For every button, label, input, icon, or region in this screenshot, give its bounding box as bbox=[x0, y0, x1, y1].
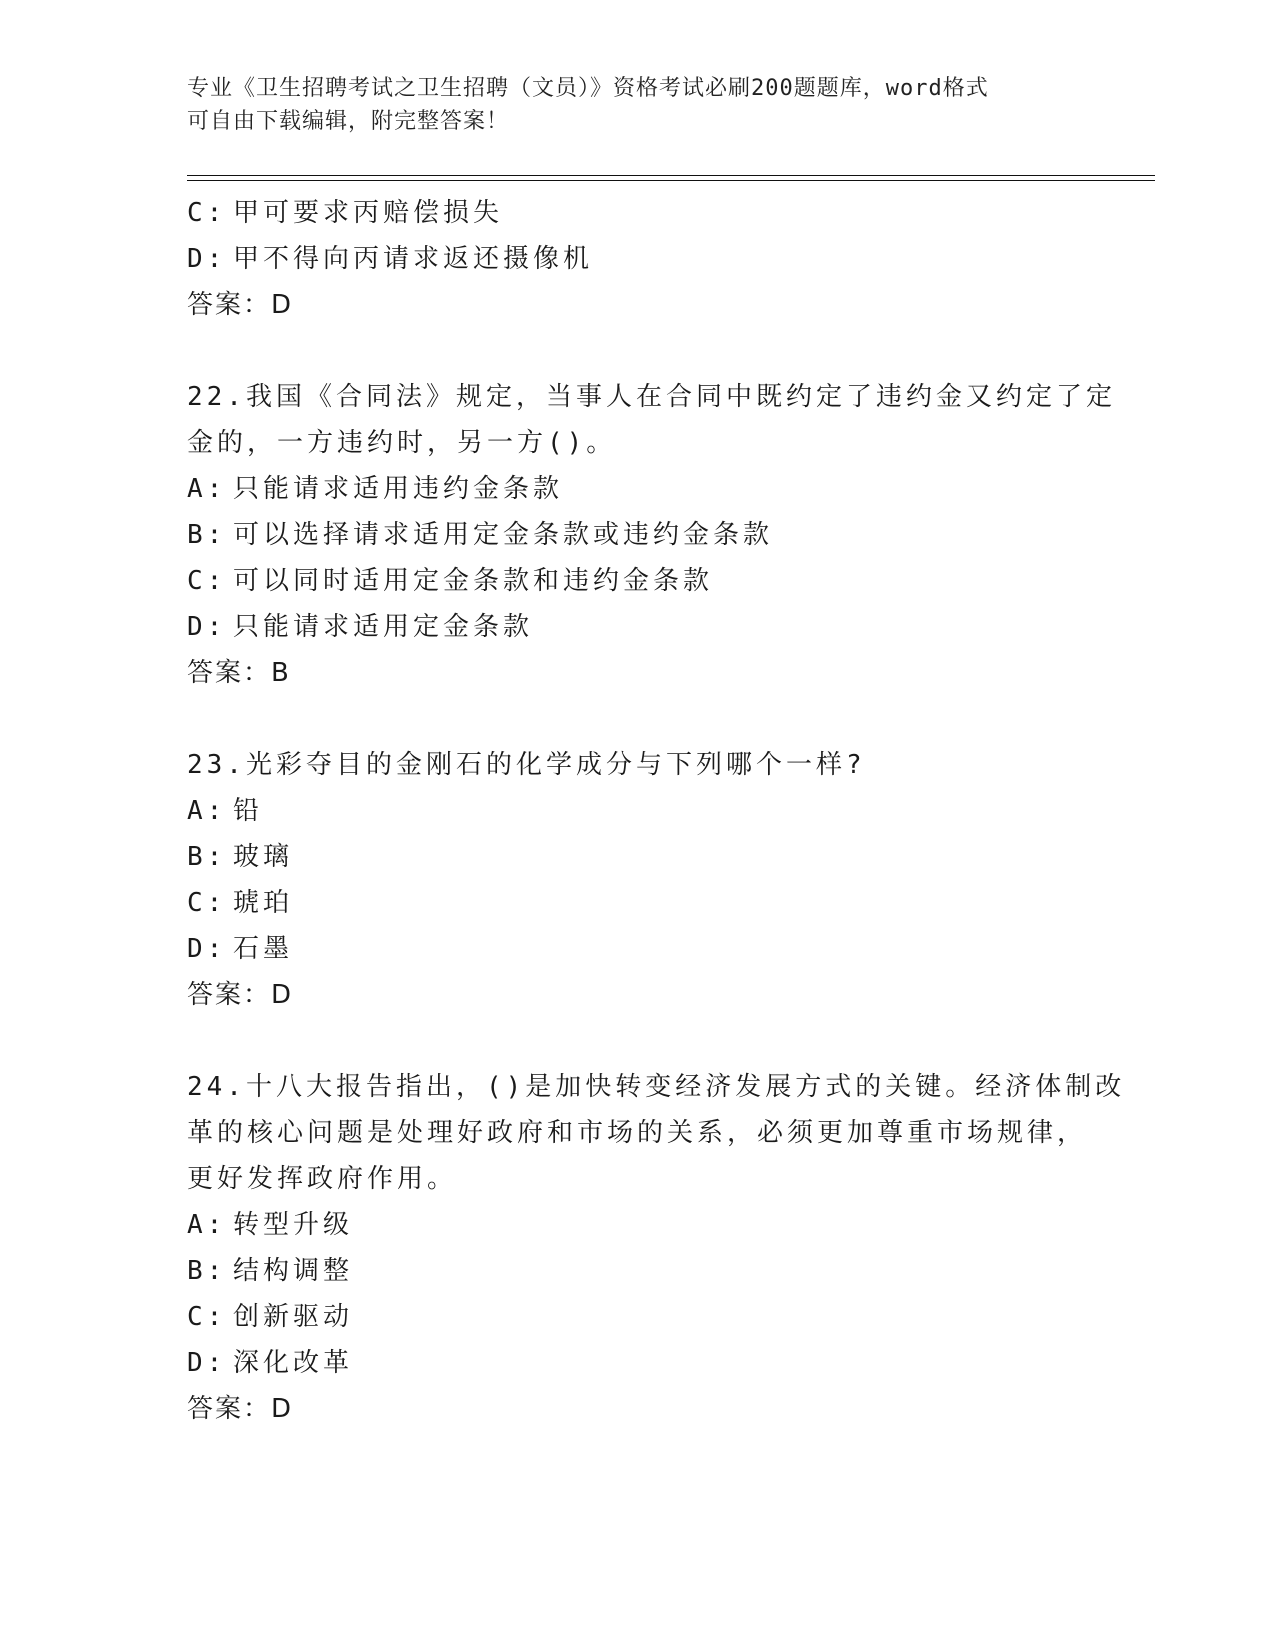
option-text: 深化改革 bbox=[233, 1348, 354, 1378]
option-key: C: bbox=[187, 1302, 227, 1332]
question-23 bbox=[187, 742, 1087, 1018]
option-text: 铅 bbox=[233, 796, 264, 826]
option-key: A: bbox=[187, 474, 227, 504]
question-stem-line: 革的核心问题是处理好政府和市场的关系，必须更加尊重市场规律， bbox=[187, 1118, 1088, 1148]
option-d bbox=[187, 1340, 1087, 1386]
option-text: 可以同时适用定金条款和违约金条款 bbox=[233, 566, 714, 596]
option-text: 甲可要求丙赔偿损失 bbox=[233, 198, 504, 228]
question-stem-line: 23.光彩夺目的金刚石的化学成分与下列哪个一样? bbox=[187, 750, 866, 780]
option-text: 只能请求适用违约金条款 bbox=[233, 474, 564, 504]
question-22 bbox=[187, 374, 1116, 696]
option-text: 创新驱动 bbox=[233, 1302, 354, 1332]
header-divider-bottom bbox=[187, 180, 1155, 181]
option-key: A: bbox=[187, 1210, 227, 1240]
option-text: 结构调整 bbox=[233, 1256, 354, 1286]
option-key: A: bbox=[187, 796, 227, 826]
header-line-2: 可自由下载编辑，附完整答案！ bbox=[187, 109, 510, 134]
question-24 bbox=[187, 1064, 1126, 1432]
answer-line: 答案：B bbox=[187, 658, 291, 688]
option-b bbox=[187, 1248, 1087, 1294]
option-key: D: bbox=[187, 1348, 227, 1378]
option-c bbox=[187, 558, 1087, 604]
option-d bbox=[187, 604, 1087, 650]
option-a bbox=[187, 1202, 1087, 1248]
option-text: 甲不得向丙请求返还摄像机 bbox=[233, 244, 594, 274]
carryover-block bbox=[187, 190, 1087, 328]
option-key: B: bbox=[187, 842, 227, 872]
document-header bbox=[187, 72, 1087, 138]
question-stem-line: 22.我国《合同法》规定，当事人在合同中既约定了违约金又约定了定 bbox=[187, 382, 1116, 412]
answer-line: 答案：D bbox=[187, 1394, 294, 1424]
option-text: 转型升级 bbox=[233, 1210, 354, 1240]
option-key: C: bbox=[187, 566, 227, 596]
option-key: D: bbox=[187, 612, 227, 642]
option-key: B: bbox=[187, 1256, 227, 1286]
option-text: 石墨 bbox=[233, 934, 294, 964]
option-b bbox=[187, 512, 1087, 558]
option-key: C: bbox=[187, 888, 227, 918]
answer-line: 答案：D bbox=[187, 980, 294, 1010]
question-stem-line: 更好发挥政府作用。 bbox=[187, 1164, 458, 1194]
option-d bbox=[187, 236, 1087, 282]
header-divider-top bbox=[187, 175, 1155, 176]
option-text: 琥珀 bbox=[233, 888, 294, 918]
option-text: 可以选择请求适用定金条款或违约金条款 bbox=[233, 520, 774, 550]
option-b bbox=[187, 834, 1087, 880]
answer-line: 答案：D bbox=[187, 290, 294, 320]
option-key: B: bbox=[187, 520, 227, 550]
option-key: C: bbox=[187, 198, 227, 228]
option-c bbox=[187, 190, 1087, 236]
option-c bbox=[187, 1294, 1087, 1340]
option-a bbox=[187, 466, 1087, 512]
question-list bbox=[187, 190, 1126, 1432]
question-stem-line: 金的，一方违约时，另一方()。 bbox=[187, 428, 617, 458]
option-key: D: bbox=[187, 244, 227, 274]
option-d bbox=[187, 926, 1087, 972]
option-text: 只能请求适用定金条款 bbox=[233, 612, 534, 642]
question-stem-line: 24.十八大报告指出，()是加快转变经济发展方式的关键。经济体制改 bbox=[187, 1072, 1126, 1102]
option-key: D: bbox=[187, 934, 227, 964]
header-line-1: 专业《卫生招聘考试之卫生招聘（文员）》资格考试必刷200题题库，word格式 bbox=[187, 76, 989, 101]
option-text: 玻璃 bbox=[233, 842, 294, 872]
option-c bbox=[187, 880, 1087, 926]
option-a bbox=[187, 788, 1087, 834]
